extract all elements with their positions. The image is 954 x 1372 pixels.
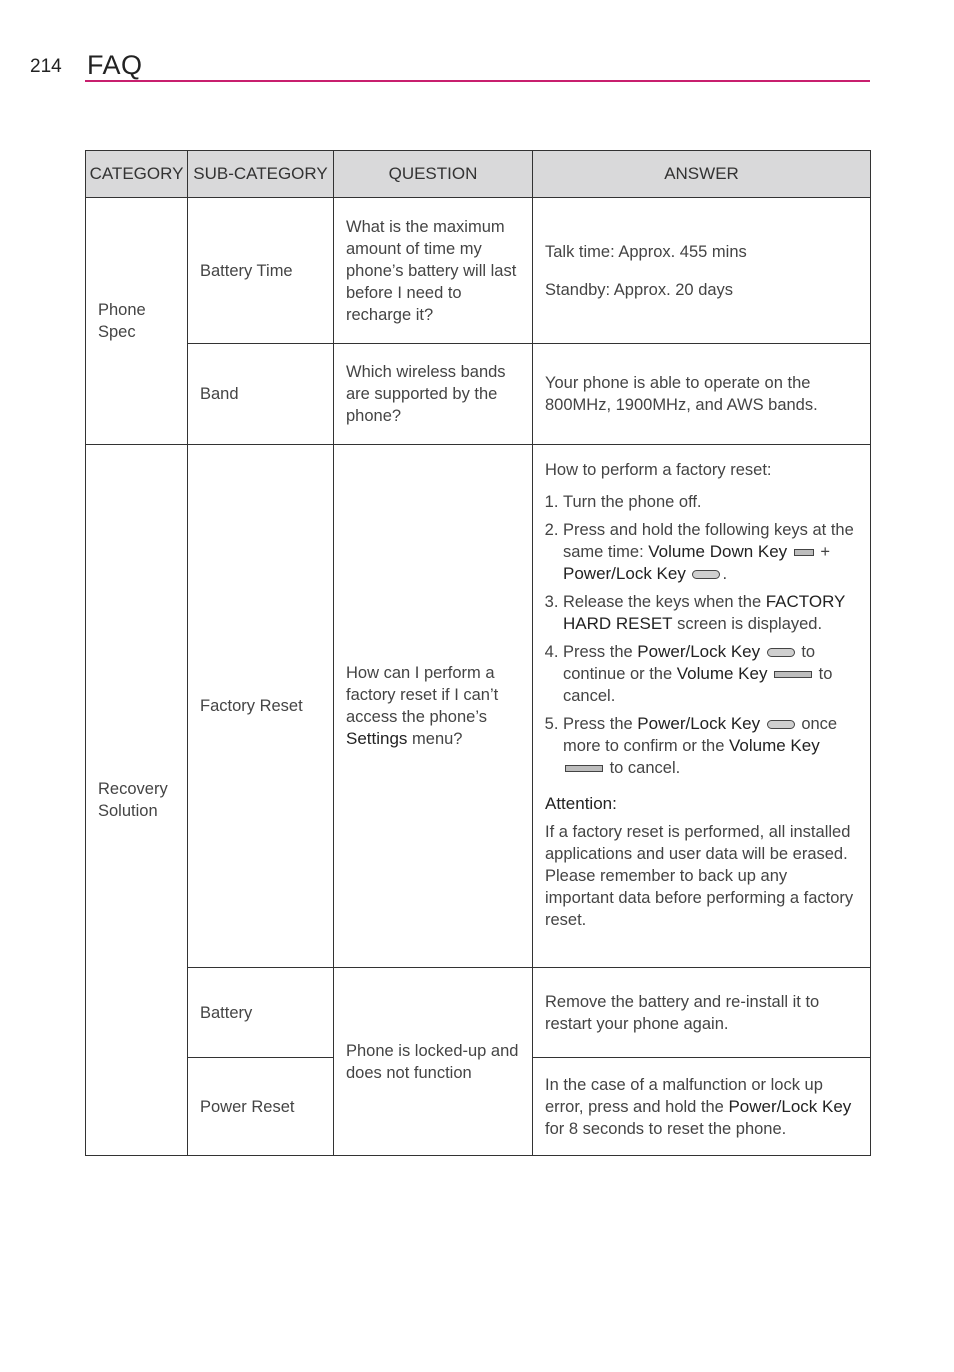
page-number: 214 xyxy=(30,56,62,77)
category-label: Spec xyxy=(98,323,136,341)
list-item xyxy=(563,519,858,585)
key-name: Power/Lock Key xyxy=(563,564,686,583)
table-header-row xyxy=(86,151,871,198)
step-text: to cancel. xyxy=(563,665,833,705)
answer-text: Standby: Approx. 20 days xyxy=(545,280,734,299)
volume-key-icon xyxy=(794,549,814,556)
question-cell xyxy=(334,445,533,968)
sub-category-cell: Factory Reset xyxy=(188,445,334,968)
step-text: + xyxy=(815,543,831,561)
table-row xyxy=(86,198,871,344)
steps-list xyxy=(545,491,858,779)
step-text: Press the xyxy=(563,715,638,733)
key-name: Volume Key xyxy=(728,736,820,755)
category-label: Recovery xyxy=(98,780,168,798)
answer-intro: How to perform a factory reset: xyxy=(545,461,772,479)
answer-cell xyxy=(533,445,871,968)
list-item xyxy=(563,591,858,635)
step-text: once more to confirm or the xyxy=(563,715,838,755)
answer-text: Talk time: Approx. 455 mins xyxy=(545,242,747,261)
screen-name: FACTORY HARD RESET xyxy=(563,592,846,633)
question-cell: What is the maximum amount of time my phone’s battery will last before I need to recharge it? xyxy=(334,198,533,344)
step-text: to cancel. xyxy=(605,759,681,777)
volume-key-icon xyxy=(774,671,812,678)
question-cell: Phone is locked-up and does not function xyxy=(334,968,533,1156)
page-title: FAQ xyxy=(87,50,143,80)
attention-label: Attention: xyxy=(545,794,617,813)
column-header-answer: ANSWER xyxy=(533,151,871,198)
settings-highlight: Settings xyxy=(346,729,408,748)
title-divider xyxy=(85,80,870,82)
key-name: Power/Lock Key xyxy=(728,1096,852,1116)
table-row xyxy=(86,344,871,445)
power-key-icon xyxy=(767,720,795,729)
table-row xyxy=(86,445,871,968)
list-item xyxy=(563,491,858,513)
key-name: Power/Lock Key xyxy=(637,642,761,661)
sub-category-cell: Band xyxy=(188,344,334,445)
step-text: Press the xyxy=(563,643,638,661)
answer-text: In the case of a malfunction or lock up error, press and hold the xyxy=(545,1075,823,1116)
volume-key-icon xyxy=(565,765,603,772)
question-text: How can I perform a factory reset if I can’t access the phone’s xyxy=(346,664,499,726)
answer-cell xyxy=(533,198,871,344)
step-text: Turn the phone off. xyxy=(563,493,702,511)
key-name: Power/Lock Key xyxy=(637,714,761,733)
category-label: Solution xyxy=(98,802,158,820)
question-text: menu? xyxy=(407,730,463,748)
power-key-icon xyxy=(767,648,795,657)
key-name: Volume Down Key xyxy=(648,542,788,561)
list-item xyxy=(563,713,858,779)
answer-cell xyxy=(533,1058,871,1156)
category-label: Phone xyxy=(98,301,146,319)
category-cell-phone-spec xyxy=(86,198,188,445)
power-key-icon xyxy=(692,570,720,579)
step-text: Press and hold the following keys at the same time: xyxy=(563,521,854,561)
key-name: Volume Key xyxy=(676,664,768,683)
step-text: . xyxy=(722,565,728,583)
answer-cell: Remove the battery and re-install it to restart your phone again. xyxy=(533,968,871,1058)
step-text: screen is displayed. xyxy=(672,615,823,633)
category-cell-recovery-solution xyxy=(86,445,188,1156)
answer-cell: Your phone is able to operate on the 800MHz, 1900MHz, and AWS bands. xyxy=(533,344,871,445)
step-text: to continue or the xyxy=(563,643,816,683)
step-text: Release the keys when the xyxy=(563,593,766,611)
column-header-question: QUESTION xyxy=(334,151,533,198)
sub-category-cell: Power Reset xyxy=(188,1058,334,1156)
sub-category-cell: Battery Time xyxy=(188,198,334,344)
question-cell: Which wireless bands are supported by the phone? xyxy=(334,344,533,445)
table-row xyxy=(86,968,871,1058)
answer-text: for 8 seconds to reset the phone. xyxy=(545,1119,787,1138)
attention-text: If a factory reset is performed, all installed applications and user data will be erased. Please remember to back up any important data before performing a factory reset. xyxy=(545,823,854,929)
column-header-sub-category: SUB-CATEGORY xyxy=(188,151,334,198)
faq-table xyxy=(85,150,871,1156)
list-item xyxy=(563,641,858,707)
column-header-category: CATEGORY xyxy=(86,151,188,198)
sub-category-cell: Battery xyxy=(188,968,334,1058)
